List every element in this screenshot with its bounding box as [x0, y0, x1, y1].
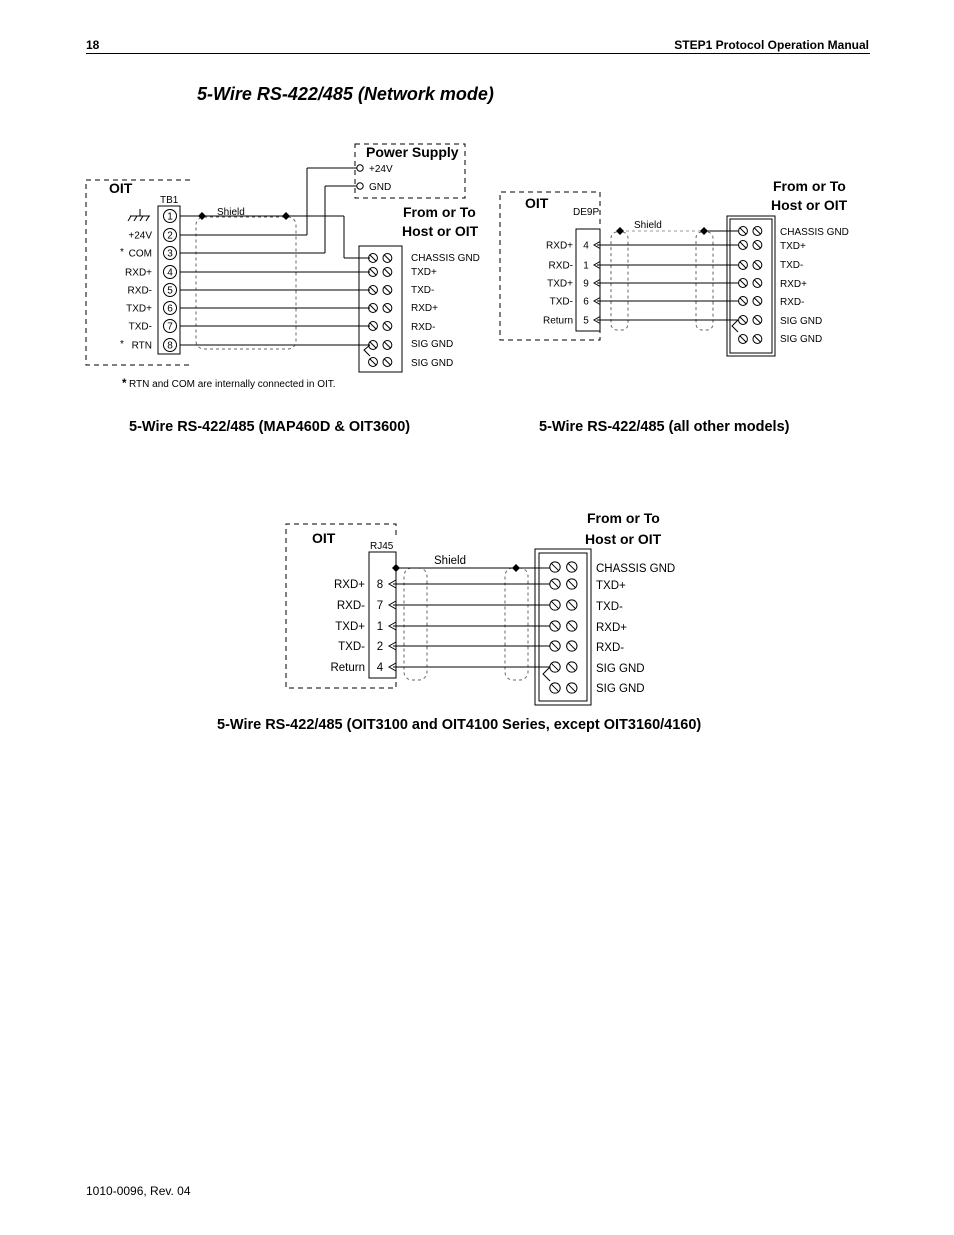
- screw-terminal-icon: [567, 662, 577, 672]
- host-terminal-outer: [535, 549, 591, 705]
- de9p-pin-number: 6: [583, 296, 589, 308]
- shield-oval: [505, 568, 528, 680]
- shield-oval: [404, 568, 427, 680]
- tb1-pin-number: 4: [167, 267, 173, 279]
- screw-terminal-icon: [753, 297, 762, 306]
- host-terminal-label: CHASSIS GND: [596, 563, 676, 575]
- page-number: 18: [86, 38, 100, 52]
- diagram-2-caption: 5-Wire RS-422/485 (all other models): [539, 419, 790, 435]
- tb1-pin-star: *: [120, 339, 124, 350]
- host-terminal-label: SIG GND: [596, 663, 645, 675]
- screw-terminal-icon: [383, 322, 392, 331]
- host-terminal-label: SIG GND: [780, 334, 823, 345]
- tb1-pin-number: 2: [167, 230, 173, 242]
- screw-terminal-icon: [567, 579, 577, 589]
- screw-terminal-icon: [567, 641, 577, 651]
- junction-dot: [700, 227, 708, 235]
- screw-terminal-icon: [567, 683, 577, 693]
- wires: [597, 231, 738, 332]
- host-terminal-outer: [727, 216, 775, 356]
- diagram-1: [86, 144, 480, 390]
- screw-terminal-icon: [739, 227, 748, 236]
- de9p-pin-label: RXD+: [546, 240, 573, 252]
- host-terminal-label: TXD-: [411, 285, 435, 296]
- rj45-pin-number: 4: [376, 662, 384, 674]
- power-gnd-terminal: [357, 183, 363, 189]
- host-title-1: From or To: [773, 178, 846, 194]
- junction-dot: [282, 212, 290, 220]
- host-terminal-label: SIG GND: [596, 683, 645, 695]
- host-terminal-label: RXD-: [596, 642, 625, 654]
- de9p-pin-number: 4: [583, 240, 589, 252]
- host-terminal-label: RXD+: [780, 279, 807, 290]
- note-text: RTN and COM are internally connected in OIT.: [129, 379, 336, 390]
- junction-dot: [512, 564, 520, 572]
- screw-terminal-icon: [383, 254, 392, 263]
- manual-title: STEP1 Protocol Operation Manual: [674, 38, 869, 52]
- wires: [393, 568, 550, 681]
- screw-terminal-icon: [739, 279, 748, 288]
- screw-terminal-icon: [753, 227, 762, 236]
- shield-oval: [696, 232, 713, 330]
- rj45-pin-number: 7: [376, 600, 384, 612]
- host-terminal-label: RXD-: [780, 297, 805, 308]
- screw-terminal-icon: [753, 241, 762, 250]
- screw-terminal-icon: [550, 600, 560, 610]
- screw-terminal-icon: [739, 297, 748, 306]
- tb1-pin-number: 5: [167, 285, 173, 297]
- screw-terminal-icon: [383, 268, 392, 277]
- screw-terminal-icon: [753, 261, 762, 270]
- host-terminal-label: TXD-: [596, 601, 623, 613]
- de9p-pin-number: 1: [583, 260, 589, 272]
- tb1-pin-label: +24V: [128, 230, 152, 242]
- de9p-pin-label: TXD+: [547, 278, 573, 290]
- rj45-pin-label: RXD+: [334, 579, 365, 591]
- host-terminal-label: RXD+: [596, 622, 627, 634]
- host-terminal-block: [539, 553, 587, 701]
- tb1-pin-label: RTN: [131, 340, 152, 352]
- screw-terminal-icon: [550, 683, 560, 693]
- host-terminal-block: [730, 219, 772, 353]
- tb1-pin-label: RXD-: [127, 285, 152, 297]
- host-terminal-block: [359, 246, 402, 372]
- shield-label: Shield: [217, 207, 245, 218]
- host-terminal-label: SIG GND: [780, 316, 823, 327]
- screw-terminal-icon: [383, 341, 392, 350]
- screw-terminal-icon: [753, 316, 762, 325]
- screw-terminal-icon: [550, 662, 560, 672]
- screw-terminal-icon: [383, 304, 392, 313]
- power-plus-terminal: [357, 165, 363, 171]
- host-title-2: Host or OIT: [585, 531, 662, 547]
- document-id: 1010-0096, Rev. 04: [86, 1184, 191, 1198]
- tb1-pin-number: 6: [167, 303, 173, 315]
- tb1-pin-number: 8: [167, 340, 173, 352]
- rj45-pin-label: TXD+: [335, 621, 365, 633]
- tb1-pin-label: TXD+: [126, 303, 152, 315]
- screw-terminal-icon: [550, 579, 560, 589]
- de9p-pin-label: Return: [542, 315, 573, 327]
- host-terminal-label: CHASSIS GND: [780, 227, 849, 238]
- rj45-pin-number: 8: [376, 579, 384, 591]
- oit-label: OIT: [525, 195, 549, 211]
- junction-dot: [392, 564, 400, 572]
- screw-terminal-icon: [739, 261, 748, 270]
- screw-terminal-icon: [550, 621, 560, 631]
- tb1-pin-number: 7: [167, 321, 173, 333]
- screw-terminal-icon: [550, 641, 560, 651]
- rj45-pin-label: RXD-: [336, 600, 365, 612]
- host-terminal-label: TXD+: [596, 580, 626, 592]
- tb1-pin-number: 3: [167, 248, 173, 260]
- rj45-pin-label: Return: [330, 662, 365, 674]
- tb1-pin-number: 1: [167, 211, 173, 223]
- host-terminal-label: CHASSIS GND: [411, 253, 480, 264]
- de9p-pin-label: TXD-: [549, 296, 573, 308]
- screw-terminal-icon: [567, 562, 577, 572]
- rj45-pin-number: 2: [376, 641, 384, 653]
- host-terminal-label: RXD+: [411, 303, 438, 314]
- power-plus-label: +24V: [369, 164, 393, 175]
- tb1-pin-label: TXD-: [128, 321, 152, 333]
- diagram-1-caption: 5-Wire RS-422/485 (MAP460D & OIT3600): [129, 419, 411, 435]
- host-title-2: Host or OIT: [402, 223, 479, 239]
- diagram-3-caption: 5-Wire RS-422/485 (OIT3100 and OIT4100 Series, except OIT3160/4160): [217, 717, 702, 733]
- screw-terminal-icon: [567, 621, 577, 631]
- diagram-3: [286, 510, 675, 705]
- wires: [180, 168, 370, 356]
- tb1-pin-label: RXD+: [125, 267, 152, 279]
- host-terminal-label: TXD-: [780, 260, 804, 271]
- host-terminal-label: TXD+: [411, 267, 437, 278]
- rj45-pin-label: TXD-: [338, 641, 365, 653]
- note-star: *: [122, 378, 127, 390]
- junction-dot: [616, 227, 624, 235]
- de9p-pin-number: 9: [583, 278, 589, 290]
- shield-oval: [196, 217, 296, 349]
- screw-terminal-icon: [753, 335, 762, 344]
- host-terminal-label: SIG GND: [411, 358, 454, 369]
- host-title-2: Host or OIT: [771, 197, 848, 213]
- rj45-connector: [369, 552, 396, 678]
- oit-label: OIT: [109, 180, 133, 196]
- power-gnd-label: GND: [369, 182, 392, 193]
- power-supply-title: Power Supply: [366, 144, 459, 160]
- connector-label: RJ45: [370, 541, 394, 552]
- diagram-2: [500, 178, 849, 356]
- screw-terminal-icon: [753, 279, 762, 288]
- section-title: 5-Wire RS-422/485 (Network mode): [197, 84, 494, 104]
- shield-label: Shield: [434, 555, 466, 567]
- rj45-pin-number: 1: [376, 621, 384, 633]
- de9p-pin-number: 5: [583, 315, 589, 327]
- shield-label: Shield: [634, 220, 662, 231]
- host-terminal-label: TXD+: [780, 241, 806, 252]
- screw-terminal-icon: [567, 600, 577, 610]
- screw-terminal-icon: [739, 316, 748, 325]
- host-terminal-label: RXD-: [411, 322, 436, 333]
- de9p-pin-label: RXD-: [548, 260, 573, 272]
- screw-terminal-icon: [739, 241, 748, 250]
- host-terminal-label: SIG GND: [411, 339, 454, 350]
- tb1-pin-label: COM: [128, 248, 152, 260]
- ground-icon: [128, 209, 150, 221]
- screw-terminal-icon: [739, 335, 748, 344]
- host-title-1: From or To: [403, 204, 476, 220]
- screw-terminal-icon: [383, 286, 392, 295]
- shield-oval: [611, 232, 628, 330]
- screw-terminal-icon: [369, 358, 378, 367]
- oit-label: OIT: [312, 530, 336, 546]
- tb1-pin-star: *: [120, 247, 124, 258]
- connector-label: DE9P: [573, 207, 600, 218]
- screw-terminal-icon: [550, 562, 560, 572]
- host-title-1: From or To: [587, 510, 660, 526]
- tb1-label: TB1: [160, 195, 179, 206]
- screw-terminal-icon: [383, 358, 392, 367]
